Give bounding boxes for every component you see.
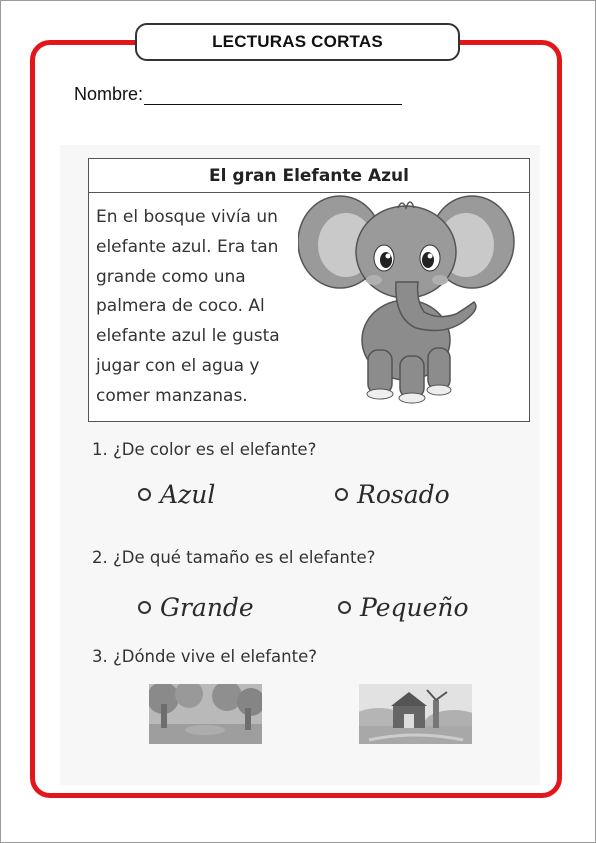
option-grande[interactable] [138,593,254,622]
story-line: grande como una [96,266,246,287]
question-3: 3. ¿Dónde vive el elefante? [92,647,318,666]
forest-illustration[interactable] [149,684,262,744]
name-label: Nombre: [74,84,144,104]
story-text [96,203,306,412]
radio-circle-icon[interactable] [138,601,151,614]
name-field[interactable] [144,84,402,105]
story-line: jugar con el agua y [96,355,260,376]
question-1: 1. ¿De color es el elefante? [92,440,317,459]
farm-illustration[interactable] [359,684,472,744]
story-line: elefante azul le gusta [96,326,280,347]
name-row [74,84,402,105]
story-line: comer manzanas. [96,385,248,406]
radio-circle-icon[interactable] [338,601,351,614]
story-line: elefante azul. Era tan [96,236,279,257]
option-label: Grande [160,593,254,622]
option-azul[interactable] [138,480,215,509]
worksheet-title: LECTURAS CORTAS [135,23,460,61]
option-label: Rosado [357,480,450,509]
option-label: Azul [160,480,216,509]
elephant-illustration [298,190,516,408]
story-line: En el bosque vivía un [96,207,278,227]
option-pequeno[interactable] [338,593,469,622]
story-line: palmera de coco. Al [96,296,265,317]
radio-circle-icon[interactable] [138,488,151,501]
radio-circle-icon[interactable] [335,488,348,501]
option-rosado[interactable] [335,480,450,509]
question-2: 2. ¿De qué tamaño es el elefante? [92,548,376,567]
story-title: El gran Elefante Azul [89,159,529,193]
option-label: Pequeño [360,593,469,622]
